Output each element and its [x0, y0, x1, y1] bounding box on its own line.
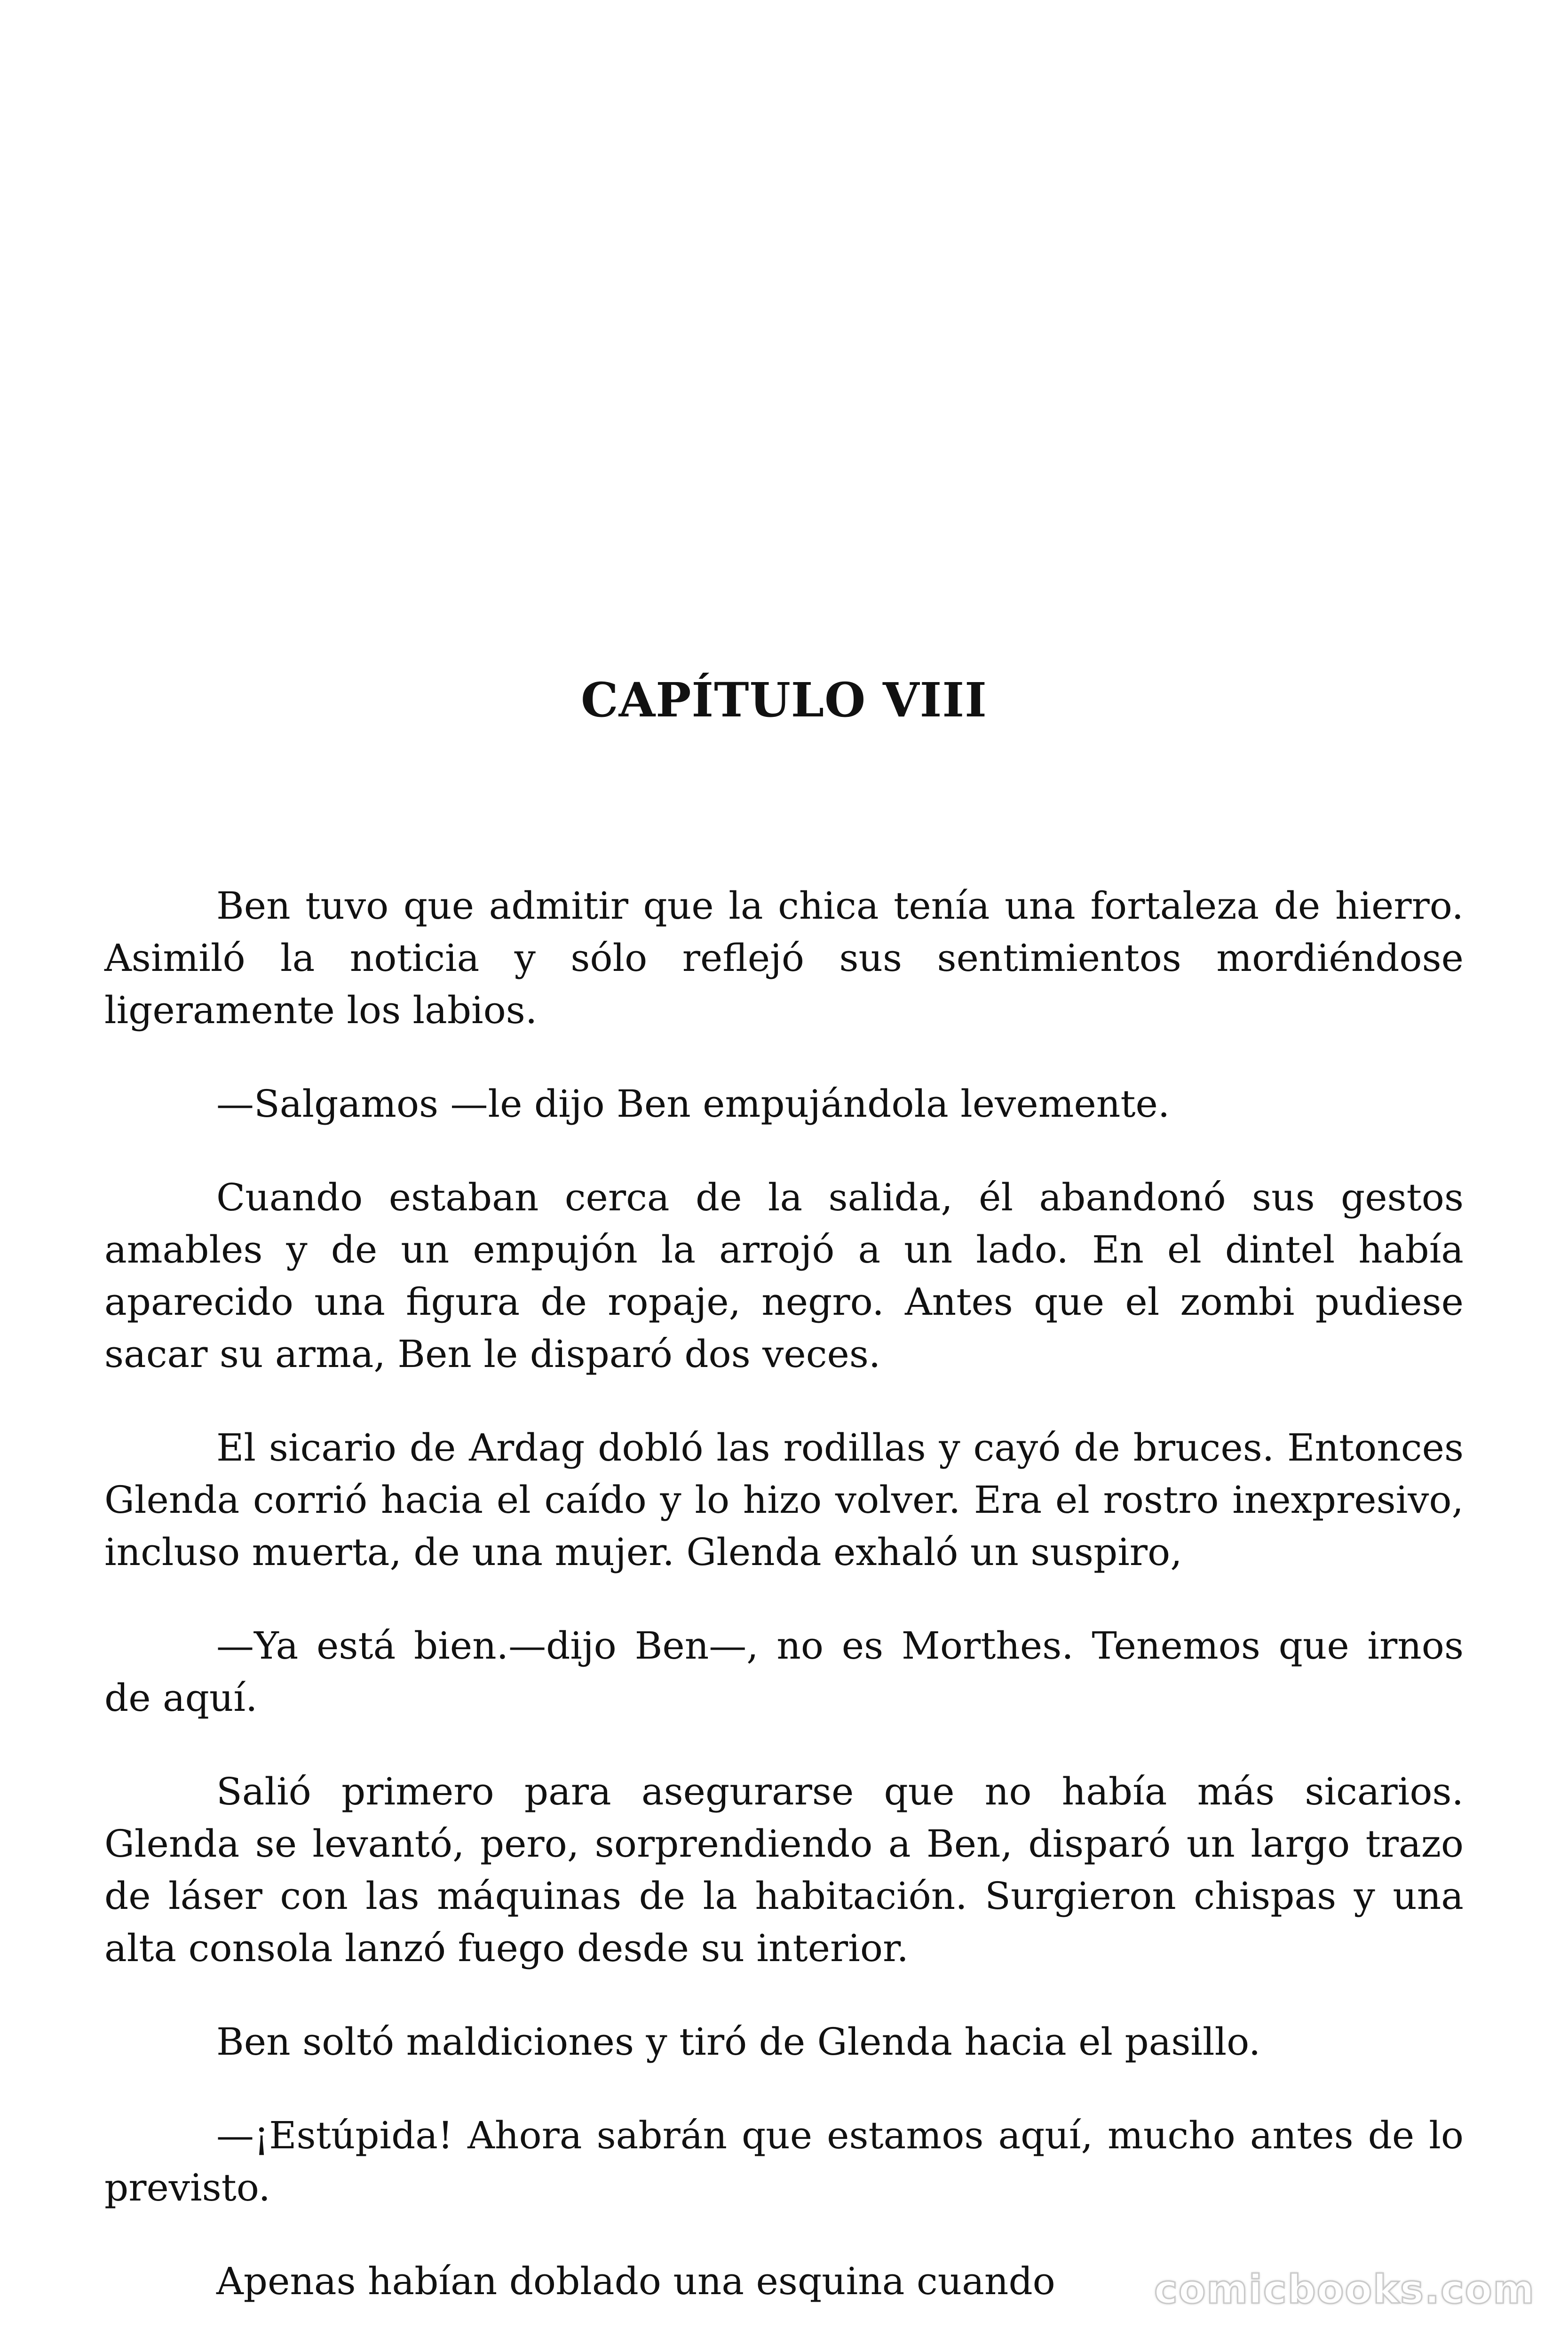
paragraph: —Salgamos —le dijo Ben empujándola levemente.	[216, 1082, 1170, 1126]
paragraph: Salió primero para asegurarse que no había más sicarios. Glenda se levantó, pero, sorprendiendo a Ben, disparó un largo trazo de láser con las máquinas de la habitación. Surgieron chispas y una alta consola lanzó fuego desde su interior.	[104, 1770, 1464, 1970]
chapter-title: CAPÍTULO VIII	[581, 672, 987, 728]
paragraph: Cuando estaban cerca de la salida, él abandonó sus gestos amables y de un empujón la arrojó a un lado. En el dintel había aparecido una figura de ropaje, negro. Antes que el zombi pudiese sacar su arma, Ben le disparó dos veces.	[104, 1176, 1464, 1376]
paragraph-partial: Apenas habían doblado una esquina cuando	[216, 2259, 1055, 2303]
paragraph: El sicario de Ardag dobló las rodillas y cayó de bruces. Entonces Glenda corrió hacia el caído y lo hizo volver. Era el rostro inexpresivo, incluso muerta, de una mujer. Glenda exhaló un suspiro,	[104, 1426, 1464, 1574]
paragraph: Ben tuvo que admitir que la chica tenía una fortaleza de hierro. Asimiló la noticia y sólo reflejó sus sentimientos mordiéndose ligeramente los labios.	[104, 884, 1464, 1032]
chapter-body	[104, 880, 1464, 2349]
paragraph: Ben soltó maldiciones y tiró de Glenda hacia el pasillo.	[216, 2020, 1261, 2064]
watermark: comicbooks.com	[1149, 2266, 1540, 2312]
paragraph: —¡Estúpida! Ahora sabrán que estamos aquí, mucho antes de lo previsto.	[104, 2114, 1464, 2209]
paragraph: —Ya está bien.—dijo Ben—, no es Morthes. Tenemos que irnos de aquí.	[104, 1624, 1464, 1720]
